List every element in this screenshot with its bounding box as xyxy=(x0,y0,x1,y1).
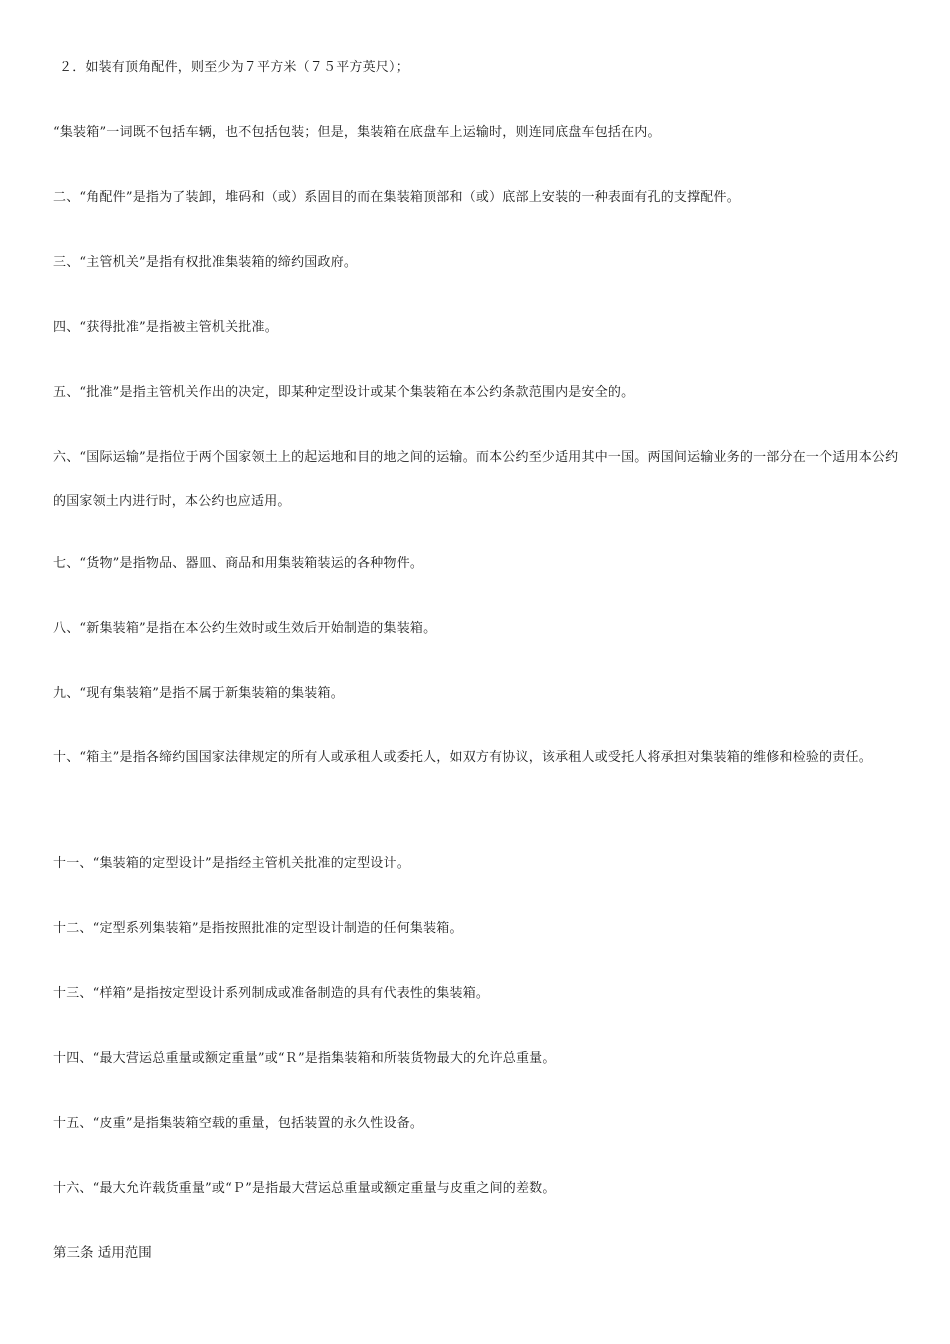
paragraph-item-2-min-area: ２．如装有顶角配件，则至少为７平方米（７５平方英尺）； xyxy=(59,60,409,75)
paragraph-container-definition-note: “集装箱”一词既不包括车辆，也不包括包装；但是，集装箱在底盘车上运输时，则连同底盘车包括在内。 xyxy=(53,125,661,140)
paragraph-international-transport: 六、“国际运输”是指位于两个国家领土上的起运地和目的地之间的运输。而本公约至少适用其中一国。两国间运输业务的一部分在一个适用本公约的国家领土内进行时，本公约也应适用。 xyxy=(53,450,899,509)
paragraph-new-container: 八、“新集装箱”是指在本公约生效时或生效后开始制造的集装箱。 xyxy=(53,621,437,636)
section-heading: 第三条 适用范围 xyxy=(53,1245,152,1261)
paragraph-prototype: 十三、“样箱”是指按定型设计系列制成或准备制造的具有代表性的集装箱。 xyxy=(53,986,490,1001)
paragraph-approval: 五、“批准”是指主管机关作出的决定，即某种定型设计或某个集装箱在本公约条款范围内是安全的。 xyxy=(53,385,635,400)
paragraph-max-payload: 十六、“最大允许载货重量”或“Ｐ”是指最大营运总重量或额定重量与皮重之间的差数。 xyxy=(53,1181,556,1196)
paragraph-tare: 十五、“皮重”是指集装箱空载的重量，包括装置的永久性设备。 xyxy=(53,1116,424,1131)
paragraph-cargo: 七、“货物”是指物品、器皿、商品和用集装箱装运的各种物件。 xyxy=(53,556,424,571)
paragraph-corner-fittings: 二、“角配件”是指为了装卸，堆码和（或）系固目的而在集装箱顶部和（或）底部上安装的一种表面有孔的支撑配件。 xyxy=(53,190,740,205)
paragraph-owner: 十、“箱主”是指各缔约国国家法律规定的所有人或承租人或委托人，如双方有协议，该承租人或受托人将承担对集装箱的维修和检验的责任。 xyxy=(53,750,872,765)
paragraph-design-type: 十一、“集装箱的定型设计”是指经主管机关批准的定型设计。 xyxy=(53,856,410,871)
paragraph-competent-authority: 三、“主管机关”是指有权批准集装箱的缔约国政府。 xyxy=(53,255,358,270)
paragraph-max-gross-weight: 十四、“最大营运总重量或额定重量”或“Ｒ”是指集装箱和所装货物最大的允许总重量。 xyxy=(53,1051,556,1066)
paragraph-type-series: 十二、“定型系列集装箱”是指按照批准的定型设计制造的任何集装箱。 xyxy=(53,921,463,936)
paragraph-approved: 四、“获得批准”是指被主管机关批准。 xyxy=(53,320,278,335)
paragraph-existing-container: 九、“现有集装箱”是指不属于新集装箱的集装箱。 xyxy=(53,686,344,701)
